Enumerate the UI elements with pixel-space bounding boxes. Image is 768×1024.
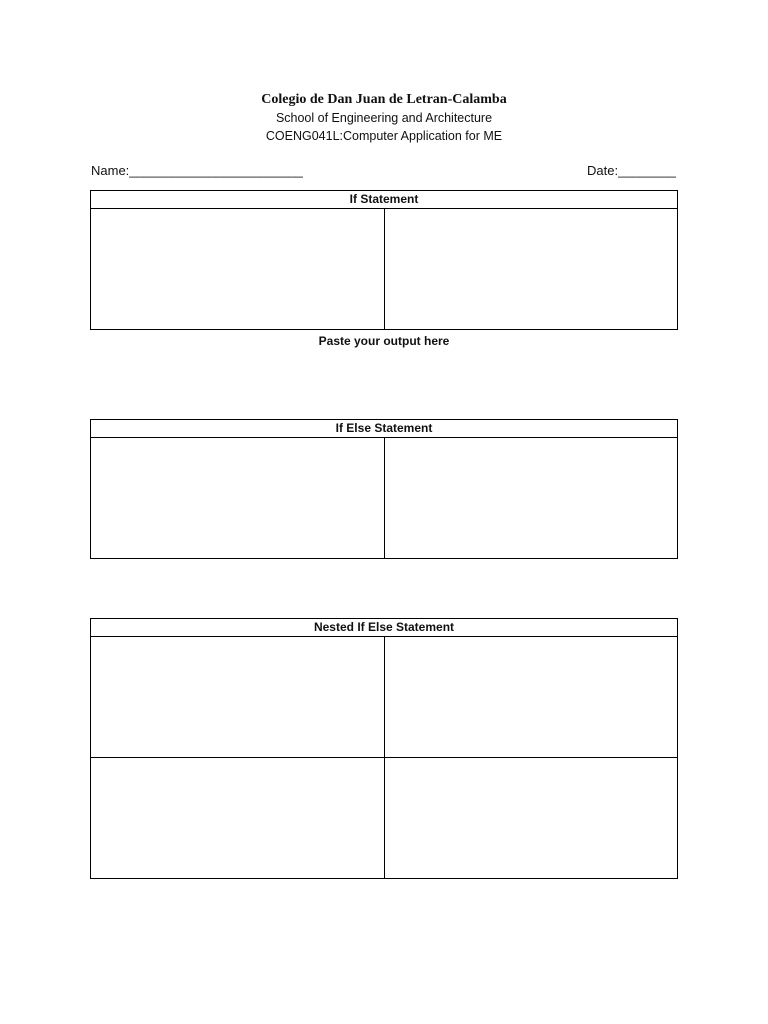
nested-if-else-bottom-right-cell[interactable] <box>384 758 678 879</box>
name-field[interactable]: Name:________________________ <box>91 163 303 178</box>
nested-if-else-bottom-left-cell[interactable] <box>91 758 385 879</box>
if-else-statement-header: If Else Statement <box>91 420 678 438</box>
date-field[interactable]: Date:________ <box>587 163 676 178</box>
if-statement-right-cell[interactable] <box>384 209 678 330</box>
nested-if-else-top-left-cell[interactable] <box>91 637 385 758</box>
if-else-statement-right-cell[interactable] <box>384 438 678 559</box>
school-name: Colegio de Dan Juan de Letran-Calamba <box>261 92 507 107</box>
if-else-statement-table <box>90 419 678 559</box>
department-name: School of Engineering and Architecture <box>275 111 493 125</box>
if-statement-left-cell[interactable] <box>91 209 385 330</box>
nested-if-else-statement-table <box>90 618 678 879</box>
nested-if-else-statement-header: Nested If Else Statement <box>91 619 678 637</box>
course-title: COENG041L:Computer Application for ME <box>265 129 503 143</box>
paste-output-note: Paste your output here <box>318 334 450 348</box>
if-statement-header: If Statement <box>91 191 678 209</box>
if-else-statement-left-cell[interactable] <box>91 438 385 559</box>
nested-if-else-top-right-cell[interactable] <box>384 637 678 758</box>
if-statement-table <box>90 190 678 330</box>
